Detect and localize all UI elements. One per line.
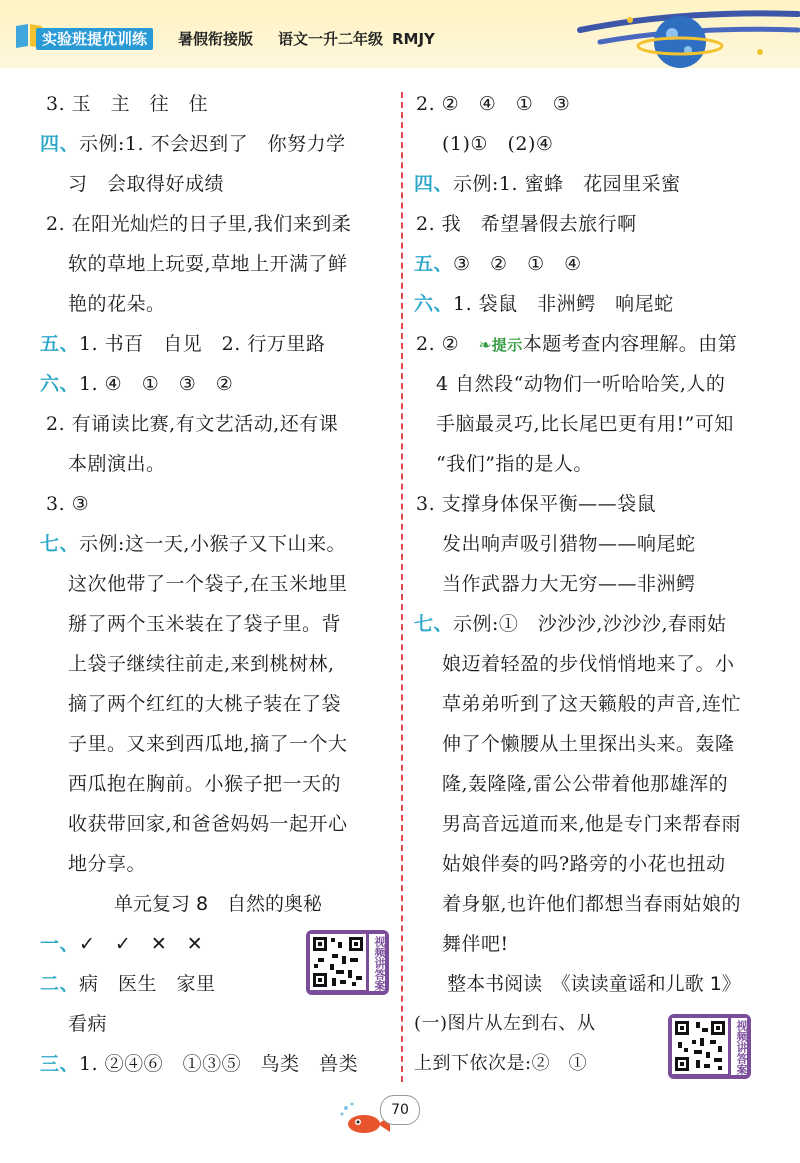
answer-line: 2. ② ❧提示本题考查内容理解。由第 [416, 333, 738, 355]
section-marker: 四、 [414, 173, 454, 195]
book-reading-title: 整本书阅读 《读读童谣和儿歌 1》 [447, 973, 741, 995]
answer-line: 艳的花朵。 [68, 293, 166, 315]
video-answer-qr-code[interactable] [306, 930, 389, 995]
qr-code-icon [672, 1018, 728, 1074]
answer-line: 手脑最灵巧,比长尾巴更有用!”可知 [436, 413, 734, 435]
answer-line: 上袋子继续往前走,来到桃树林, [68, 653, 335, 675]
answer-line: 当作武器力大无穷——非洲鳄 [442, 573, 696, 595]
video-answer-qr-code[interactable] [668, 1014, 751, 1079]
answer-line: 五、③ ② ① ④ [414, 253, 582, 275]
answer-line: 男高音远道而来,他是专门来帮春雨 [442, 813, 742, 835]
answer-line: 2. ② ④ ① ③ [416, 93, 571, 115]
answer-line: 四、示例:1. 蜜蜂 花园里采蜜 [414, 173, 681, 195]
answer-line: (1)① (2)④ [442, 133, 554, 155]
answer-line: 隆,轰隆隆,雷公公带着他那雄浑的 [442, 773, 729, 795]
answer-line: 六、1. 袋鼠 非洲鳄 响尾蛇 [414, 293, 674, 315]
answer-line: 4 自然段“动物们一听哈哈笑,人的 [436, 373, 726, 395]
answer-line: 六、1. ④ ① ③ ② [40, 373, 234, 395]
qr-label: 视频讲答案 [369, 934, 385, 991]
section-marker: 六、 [414, 293, 454, 315]
section-marker: 五、 [414, 253, 454, 275]
unit-review-title: 单元复习 8 自然的奥秘 [113, 893, 323, 915]
hint-label: ❧提示 [478, 336, 523, 354]
section-marker: 一、 [40, 933, 80, 955]
answer-line: 五、1. 书百 自见 2. 行万里路 [40, 333, 326, 355]
page-number: 70 [380, 1095, 420, 1125]
answer-line: 姑娘伴奏的吗?路旁的小花也扭动 [442, 853, 726, 875]
right-column [414, 84, 774, 1084]
section-marker: 七、 [40, 533, 80, 555]
brand-label: 实验班提优训练 [36, 28, 153, 50]
section-marker: 四、 [40, 133, 80, 155]
answer-line: 子里。又来到西瓜地,摘了一个大 [68, 733, 348, 755]
answer-line: 娘迈着轻盈的步伐悄悄地来了。小 [442, 653, 735, 675]
planet-decoration-icon [560, 0, 800, 80]
page-header [0, 0, 800, 68]
series-code: RMJY [392, 30, 435, 48]
answer-line: 收获带回家,和爸爸妈妈一起开心 [68, 813, 348, 835]
answer-line: 看病 [68, 1013, 108, 1035]
answer-line: “我们”指的是人。 [436, 453, 593, 475]
answer-line: 发出响声吸引猎物——响尾蛇 [442, 533, 696, 555]
answer-line: 3. 玉 主 往 住 [46, 93, 209, 115]
answer-line: 七、示例:① 沙沙沙,沙沙沙,春雨姑 [414, 613, 727, 635]
section-marker: 二、 [40, 973, 80, 995]
answer-line: 摘了两个红红的大桃子装在了袋 [68, 693, 342, 715]
answer-line: 3. 支撑身体保平衡——袋鼠 [416, 493, 657, 515]
answer-line: 舞伴吧! [442, 933, 509, 955]
answer-line: 掰了两个玉米装在了袋子里。背 [68, 613, 342, 635]
answer-line: 地分享。 [68, 853, 147, 875]
subject-label: 语文一升二年级 [278, 30, 384, 48]
answer-line: 四、示例:1. 不会迟到了 你努力学 [40, 133, 346, 155]
answer-line: 本剧演出。 [68, 453, 166, 475]
answer-line: 2. 在阳光灿烂的日子里,我们来到柔 [46, 213, 352, 235]
answer-line: 一、✓ ✓ ✕ ✕ [40, 933, 204, 955]
answer-line: 2. 我 希望暑假去旅行啊 [416, 213, 637, 235]
answer-line: 七、示例:这一天,小猴子又下山来。 [40, 533, 346, 555]
answer-line: 西瓜抱在胸前。小猴子把一天的 [68, 773, 342, 795]
answer-line: 三、1. ②④⑥ ①③⑤ 鸟类 兽类 [40, 1053, 359, 1075]
answer-line: 伸了个懒腰从土里探出头来。轰隆 [442, 733, 735, 755]
answer-line: 上到下依次是:② ① [414, 1053, 588, 1074]
answer-line: 草弟弟听到了这天籁般的声音,连忙 [442, 693, 742, 715]
answer-line: 二、病 医生 家里 [40, 973, 216, 995]
section-marker: 七、 [414, 613, 454, 635]
answer-line: 着身躯,也许他们都想当春雨姑娘的 [442, 893, 742, 915]
section-marker: 六、 [40, 373, 80, 395]
answer-line: (一)图片从左到右、从 [414, 1013, 596, 1034]
qr-code-icon [310, 934, 366, 990]
qr-label: 视频讲答案 [731, 1018, 747, 1075]
edition-label: 暑假衔接版 [178, 30, 254, 48]
section-marker: 三、 [40, 1053, 80, 1075]
answer-line: 3. ③ [46, 493, 90, 515]
section-marker: 五、 [40, 333, 80, 355]
answer-line: 这次他带了一个袋子,在玉米地里 [68, 573, 348, 595]
answer-line: 习 会取得好成绩 [68, 173, 225, 195]
column-divider [401, 92, 403, 1082]
answer-line: 2. 有诵读比赛,有文艺活动,还有课 [46, 413, 339, 435]
answer-line: 软的草地上玩耍,草地上开满了鲜 [68, 253, 348, 275]
